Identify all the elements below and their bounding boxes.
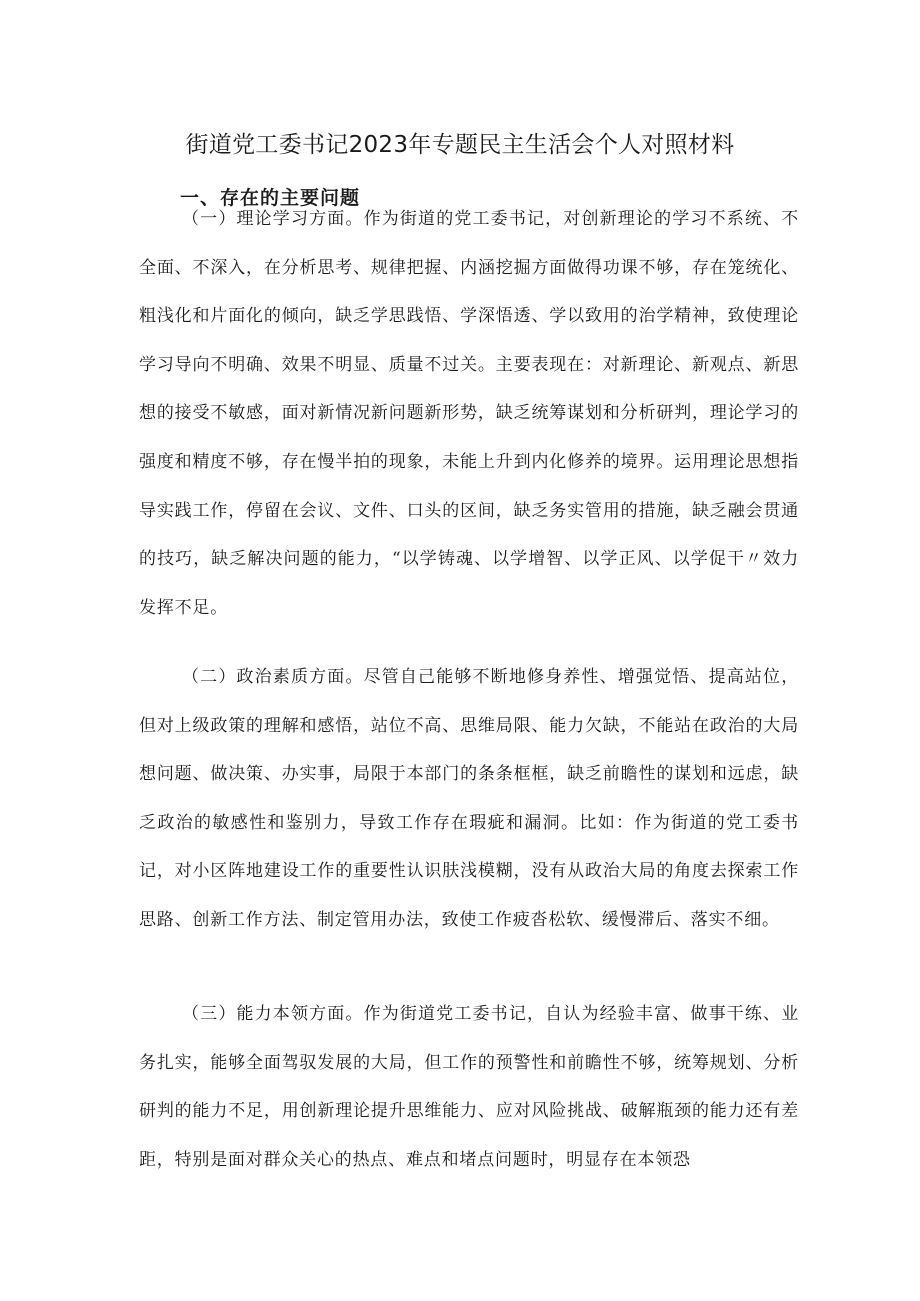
- paragraph-ability: （三）能力本领方面。作为街道党工委书记，自认为经验丰富、做事干练、业务扎实，能够全面驾驭发展的大局，但工作的预警性和前瞻性不够，统筹规划、分析研判的能力不足，用创新理论提升思维能力、应对风险挑战、破解瓶颈的能力还有差距，特别是面对群众关心的热点、难点和堵点问题时，明显存在本领恐: [139, 1004, 799, 1170]
- section-heading: 一、存在的主要问题: [180, 187, 361, 209]
- document-title: 街道党工委书记2023年专题民主生活会个人对照材料: [185, 132, 735, 158]
- paragraph-political-quality: （二）政治素质方面。尽管自己能够不断地修身养性、增强觉悟、提高站位，但对上级政策的理解和感悟，站位不高、思维局限、能力欠缺，不能站在政治的大局想问题、做决策、办实事，局限于本部门的条条框框，缺乏前瞻性的谋划和远虑，缺乏政治的敏感性和鉴别力，导致工作存在瑕疵和漏洞。比如：作为街道的党工委书记，对小区阵地建设工作的重要性认识肤浅模糊，没有从政治大局的角度去探索工作思路、创新工作方法、制定管用办法，致使工作疲沓松软、缓慢滞后、落实不细。: [139, 667, 799, 930]
- paragraph-theory-study: （一）理论学习方面。作为街道的党工委书记，对创新理论的学习不系统、不全面、不深入，在分析思考、规律把握、内涵挖掘方面做得功课不够，存在笼统化、粗浅化和片面化的倾向，缺乏学思践悟、学深悟透、学以致用的治学精神，致使理论学习导向不明确、效果不明显、质量不过关。主要表现在：对新理论、新观点、新思想的接受不敏感，面对新情况新问题新形势，缺乏统筹谋划和分析研判，理论学习的强度和精度不够，存在慢半拍的现象，未能上升到内化修养的境界。运用理论思想指导实践工作，停留在会议、文件、口头的区间，缺乏务实管用的措施，缺乏融会贯通的技巧，缺乏解决问题的能力，“以学铸魂、以学增智、以学正风、以学促干〃效力发挥不足。: [139, 209, 799, 618]
